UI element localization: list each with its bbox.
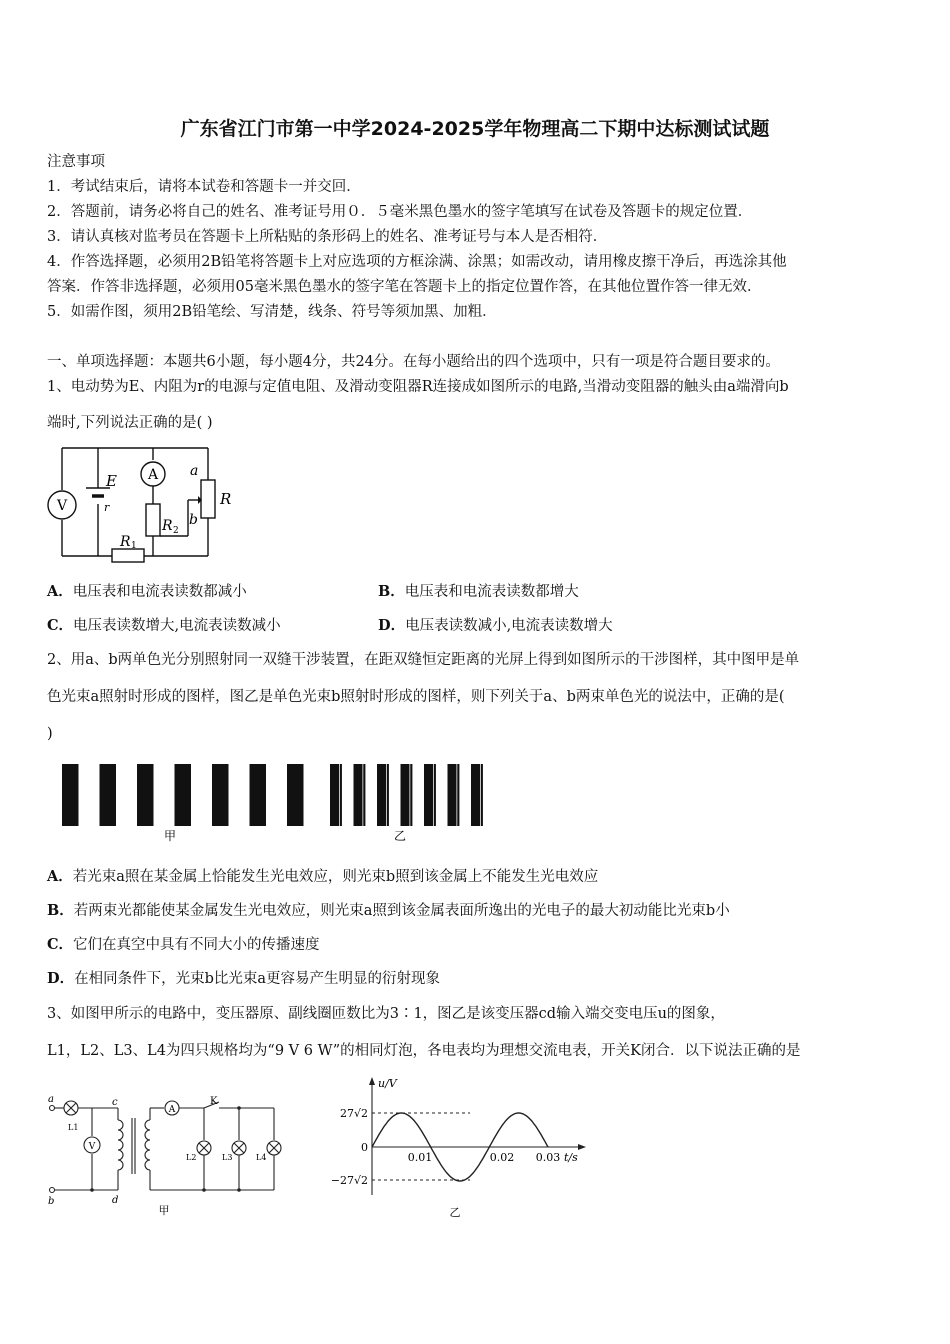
question-3-line2: L1，L2、L3、L4为四只规格均为“9 V 6 W”的相同灯泡，各电表均为理想交流电表，开关K闭合．以下说法正确的是 — [47, 1043, 801, 1059]
x-axis-label: t/s — [564, 1151, 578, 1164]
figure-label-jia: 甲 — [163, 829, 177, 843]
x-tick-label: 0.03 — [535, 1151, 561, 1164]
fringe-bar — [448, 764, 450, 826]
slider-end-a-label: a — [190, 463, 199, 479]
voltmeter-label: V — [88, 1142, 96, 1152]
notice-heading: 注意事项 — [47, 154, 105, 170]
q1-option-d[interactable] — [378, 617, 613, 635]
fringe-core — [332, 764, 339, 826]
terminal-d-label: d — [112, 1195, 119, 1206]
lamp-l4-label: L4 — [256, 1153, 267, 1162]
slider-end-b-label: b — [189, 512, 198, 528]
q1-option-a[interactable] — [47, 583, 247, 601]
terminal-a-label: a — [48, 1094, 54, 1105]
q1-circuit-diagram — [40, 440, 240, 570]
y-max-label: 27√2 — [339, 1107, 368, 1120]
lamp-l1-label: L1 — [68, 1123, 79, 1132]
question-2-line1: 2、用a、b两单色光分别照射同一双缝干涉装置，在距双缝恒定距离的光屏上得到如图所示的干涉图样，其中图甲是单 — [47, 652, 800, 668]
fringe-core — [356, 764, 363, 826]
option-text: 若两束光都能使某金属发生光电效应，则光束a照到该金属表面所逸出的光电子的最大初动能比光束b小 — [73, 903, 730, 919]
notice-item: 3．请认真核对监考员在答题卡上所粘贴的条形码上的姓名、准考证号与本人是否相符． — [47, 229, 608, 245]
fringe-bar — [330, 764, 332, 826]
option-text: 若光束a照在某金属上恰能发生光电效应，则光束b照到该金属上不能发生光电效应 — [72, 869, 599, 885]
question-3-line1: 3、如图甲所示的电路中，变压器原、副线圈匝数比为3∶1，图乙是该变压器cd输入端交变电压u的图象， — [47, 1006, 725, 1022]
origin-label: 0 — [361, 1141, 368, 1154]
fringe-bar — [387, 764, 389, 826]
q3-voltage-graph — [320, 1075, 590, 1225]
notice-item: 4．作答选择题，必须用2B铅笔将答题卡上对应选项的方框涂满、涂黑；如需改动，请用橡皮擦干净后，再选涂其他 — [47, 254, 787, 270]
lamp-l3-label: L3 — [222, 1153, 233, 1162]
option-label: A． — [47, 583, 73, 600]
question-1-line2: 端时,下列说法正确的是( ) — [47, 415, 213, 431]
fringe-core — [177, 764, 189, 826]
fringe-core — [252, 764, 264, 826]
option-label: B． — [47, 902, 74, 919]
x-tick-label: 0.01 — [407, 1151, 433, 1164]
figure-label-yi: 乙 — [393, 829, 407, 843]
fringe-bar — [457, 764, 459, 826]
r2-subscript: 2 — [173, 526, 179, 536]
option-text: 它们在真空中具有不同大小的传播速度 — [73, 937, 320, 953]
fringe-bar — [377, 764, 379, 826]
option-text: 电压表和电流表读数都减小 — [72, 584, 247, 600]
option-text: 电压表读数增大,电流表读数减小 — [73, 618, 281, 634]
fringe-bar — [401, 764, 403, 826]
q1-option-b[interactable] — [378, 583, 579, 601]
fringe-core — [450, 764, 457, 826]
fringe-core — [426, 764, 433, 826]
option-text: 电压表读数减小,电流表读数增大 — [405, 618, 613, 634]
fringe-bar — [434, 764, 436, 826]
fringe-bar — [410, 764, 412, 826]
option-label: A． — [47, 868, 73, 885]
notice-item: 5．如需作图，须用2B铅笔绘、写清楚，线条、符号等须加黑、加粗． — [47, 304, 497, 320]
q2-interference-figure — [60, 762, 490, 844]
ammeter-label: A — [147, 467, 159, 483]
question-2-line2: 色光束a照射时形成的图样，图乙是单色光束b照射时形成的图样，则下列关于a、b两束单色光的说法中，正确的是( — [47, 689, 785, 705]
option-label: D． — [378, 617, 406, 634]
ammeter-label: A — [168, 1105, 176, 1115]
x-tick-label: 0.02 — [489, 1151, 515, 1164]
terminal-c-label: c — [112, 1097, 118, 1108]
fringe-core — [102, 764, 114, 826]
figure-label-jia: 甲 — [158, 1204, 170, 1217]
option-label: C． — [47, 617, 74, 634]
rheostat-label: R — [220, 490, 232, 508]
notice-item: 1．考试结束后，请将本试卷和答题卡一并交回． — [47, 179, 361, 195]
q2-option-a[interactable] — [47, 868, 598, 886]
voltmeter-label: V — [56, 498, 68, 514]
option-text: 电压表和电流表读数都增大 — [404, 584, 579, 600]
r2-label: R — [162, 518, 173, 534]
q3-transformer-circuit — [44, 1090, 294, 1220]
r1-subscript: 1 — [131, 541, 137, 551]
fringe-bar — [354, 764, 356, 826]
fringe-core — [214, 764, 226, 826]
q2-option-d[interactable] — [47, 970, 440, 988]
emf-label: E — [106, 472, 117, 490]
r1-label: R — [120, 534, 131, 550]
option-label: D． — [47, 970, 75, 987]
fringe-core — [403, 764, 410, 826]
q2-option-c[interactable] — [47, 936, 320, 954]
notice-item: 2．答题前，请务必将自己的姓名、准考证号用０．５毫米黑色墨水的签字笔填写在试卷及答题卡的规定位置． — [47, 204, 753, 220]
fringe-core — [139, 764, 151, 826]
fringe-bar — [481, 764, 483, 826]
fringe-bar — [340, 764, 342, 826]
fringe-bar — [471, 764, 473, 826]
option-label: C． — [47, 936, 74, 953]
y-min-label: −27√2 — [330, 1174, 368, 1187]
y-axis-label: u/V — [378, 1077, 397, 1090]
notice-item: 答案．作答非选择题，必须用05毫米黑色墨水的签字笔在答题卡上的指定位置作答，在其他位置作答一律无效． — [47, 279, 762, 295]
internal-resistance-label: r — [104, 501, 110, 514]
fringe-core — [64, 764, 76, 826]
fringe-bar — [363, 764, 365, 826]
question-1-line1: 1、电动势为E、内阻为r的电源与定值电阻、及滑动变阻器R连接成如图所示的电路,当滑动变阻器的触头由a端滑向b — [47, 379, 789, 395]
fringe-core — [379, 764, 386, 826]
page-title: 广东省江门市第一中学2024-2025学年物理高二下期中达标测试试题 — [180, 118, 770, 140]
q2-option-b[interactable] — [47, 902, 730, 920]
option-label: B． — [378, 583, 405, 600]
section-heading: 一、单项选择题：本题共6小题，每小题4分，共24分。在每小题给出的四个选项中，只有一项是符合题目要求的。 — [47, 354, 780, 370]
switch-k-label: K — [210, 1096, 218, 1107]
option-text: 在相同条件下，光束b比光束a更容易产生明显的衍射现象 — [74, 971, 441, 987]
terminal-b-label: b — [48, 1196, 55, 1207]
q1-option-c[interactable] — [47, 617, 281, 635]
figure-label-yi: 乙 — [449, 1206, 461, 1219]
lamp-l2-label: L2 — [186, 1153, 197, 1162]
fringe-core — [289, 764, 301, 826]
fringe-bar — [424, 764, 426, 826]
question-2-line3: ) — [47, 726, 53, 742]
fringe-core — [473, 764, 480, 826]
